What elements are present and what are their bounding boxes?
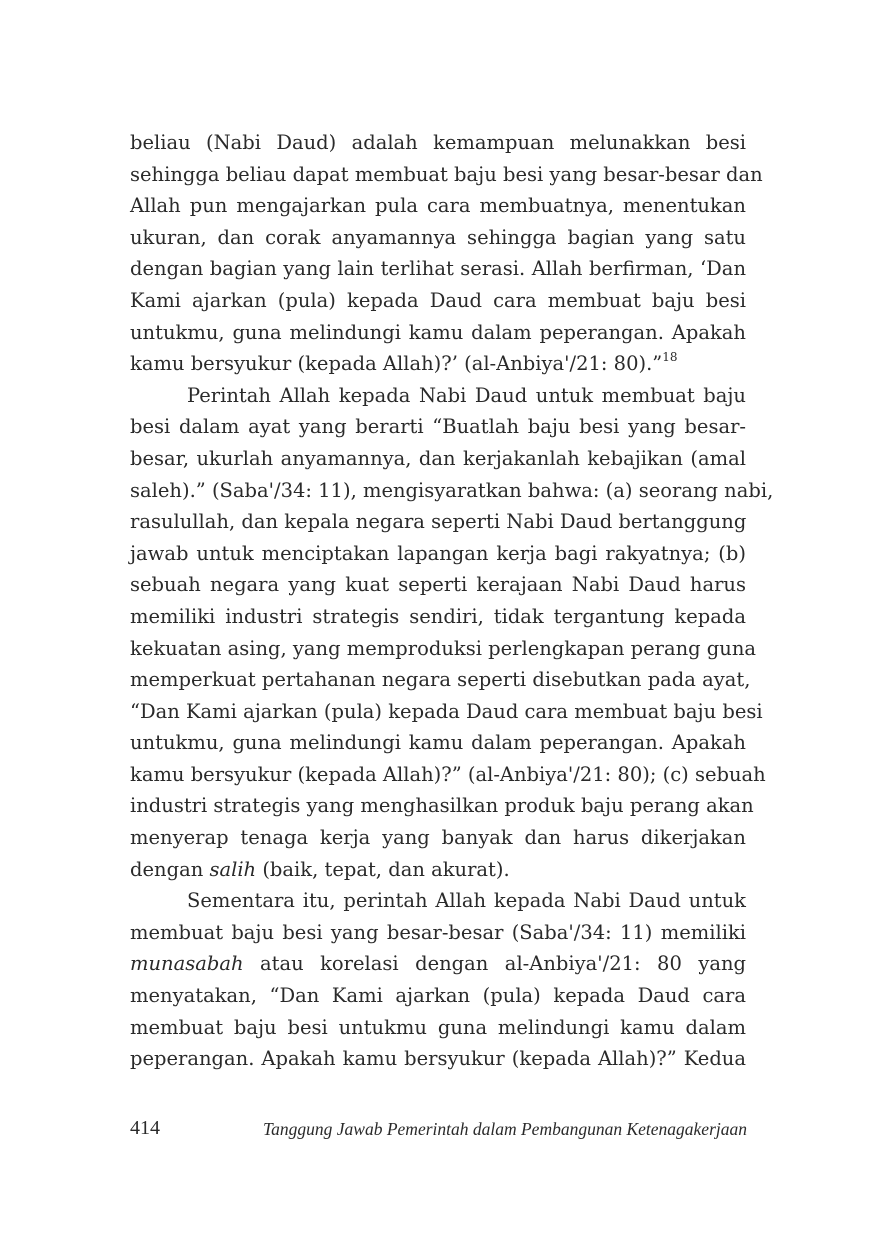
text-line: industri strategis yang menghasilkan produk baju perang akan xyxy=(130,794,754,818)
text-line: “Dan Kami ajarkan (pula) kepada Daud cara membuat baju besi xyxy=(130,699,763,723)
text-segment: atau korelasi dengan al-Anbiya'/21: 80 yang xyxy=(243,952,746,976)
text-line: Perintah Allah kepada Nabi Daud untuk membuat baju xyxy=(187,383,746,407)
text-line: untukmu, guna melindungi kamu dalam peperangan. Apakah xyxy=(130,320,746,344)
text-line: beliau (Nabi Daud) adalah kemampuan melunakkan besi xyxy=(130,131,746,154)
text-line: kekuatan asing, yang memproduksi perlengkapan perang guna xyxy=(130,636,757,660)
italic-term: munasabah xyxy=(130,952,244,976)
text-line: untukmu, guna melindungi kamu dalam peperangan. Apakah xyxy=(130,731,746,755)
text-line: Kami ajarkan (pula) kepada Daud cara membuat baju besi xyxy=(130,288,746,312)
text-line: membuat baju besi yang besar-besar (Saba'/34: 11) memiliki xyxy=(130,920,746,944)
text-line: ukuran, dan corak anyamannya sehingga bagian yang satu xyxy=(130,225,746,249)
text-line: Sementara itu, perintah Allah kepada Nabi Daud untuk xyxy=(187,889,746,913)
text-segment: (baik, tepat, dan akurat). xyxy=(256,857,510,881)
text-line: memperkuat pertahanan negara seperti disebutkan pada ayat, xyxy=(130,668,751,692)
text-line: besi dalam ayat yang berarti “Buatlah baju besi yang besar- xyxy=(130,415,746,439)
text-line: saleh).” (Saba'/34: 11), mengisyaratkan bahwa: (a) seorang nabi, xyxy=(130,478,774,502)
text-line: menyerap tenaga kerja yang banyak dan harus dikerjakan xyxy=(130,826,746,850)
text-line: kamu bersyukur (kepada Allah)?” (al-Anbiya'/21: 80); (c) sebuah xyxy=(130,762,766,786)
text-line: dengan bagian yang lain terlihat serasi. Allah berfirman, ‘Dan xyxy=(130,257,746,281)
text-line: peperangan. Apakah kamu bersyukur (kepada Allah)?” Kedua xyxy=(130,1047,746,1071)
text-segment: dengan xyxy=(130,857,210,881)
text-line: sehingga beliau dapat membuat baju besi yang besar-besar dan xyxy=(130,162,763,186)
text-line: jawab untuk menciptakan lapangan kerja bagi rakyatnya; (b) xyxy=(130,541,746,565)
text-line: sebuah negara yang kuat seperti kerajaan Nabi Daud harus xyxy=(130,573,746,597)
italic-term: salih xyxy=(209,857,257,881)
page-number: 414 xyxy=(130,1117,160,1139)
text-line: menyatakan, “Dan Kami ajarkan (pula) kepada Daud cara xyxy=(130,984,746,1008)
text-line: besar, ukurlah anyamannya, dan kerjakanlah kebajikan (amal xyxy=(130,446,746,470)
text-line xyxy=(130,348,746,380)
text-line: rasulullah, dan kepala negara seperti Nabi Daud bertanggung xyxy=(130,510,747,534)
text-line xyxy=(130,948,746,980)
running-title: Tanggung Jawab Pemerintah dalam Pembangunan Ketenagakerjaan xyxy=(263,1119,747,1139)
text-line xyxy=(130,854,746,886)
footnote-reference: 18 xyxy=(662,350,678,365)
text-line: memiliki industri strategis sendiri, tidak tergantung kepada xyxy=(130,604,746,628)
text-line: Allah pun mengajarkan pula cara membuatnya, menentukan xyxy=(130,194,746,218)
body-text xyxy=(130,127,774,1075)
text-line: membuat baju besi untukmu guna melindungi kamu dalam xyxy=(130,1015,746,1039)
text-line-content: kamu bersyukur (kepada Allah)?’ (al-Anbiya'/21: 80).” xyxy=(130,352,663,376)
